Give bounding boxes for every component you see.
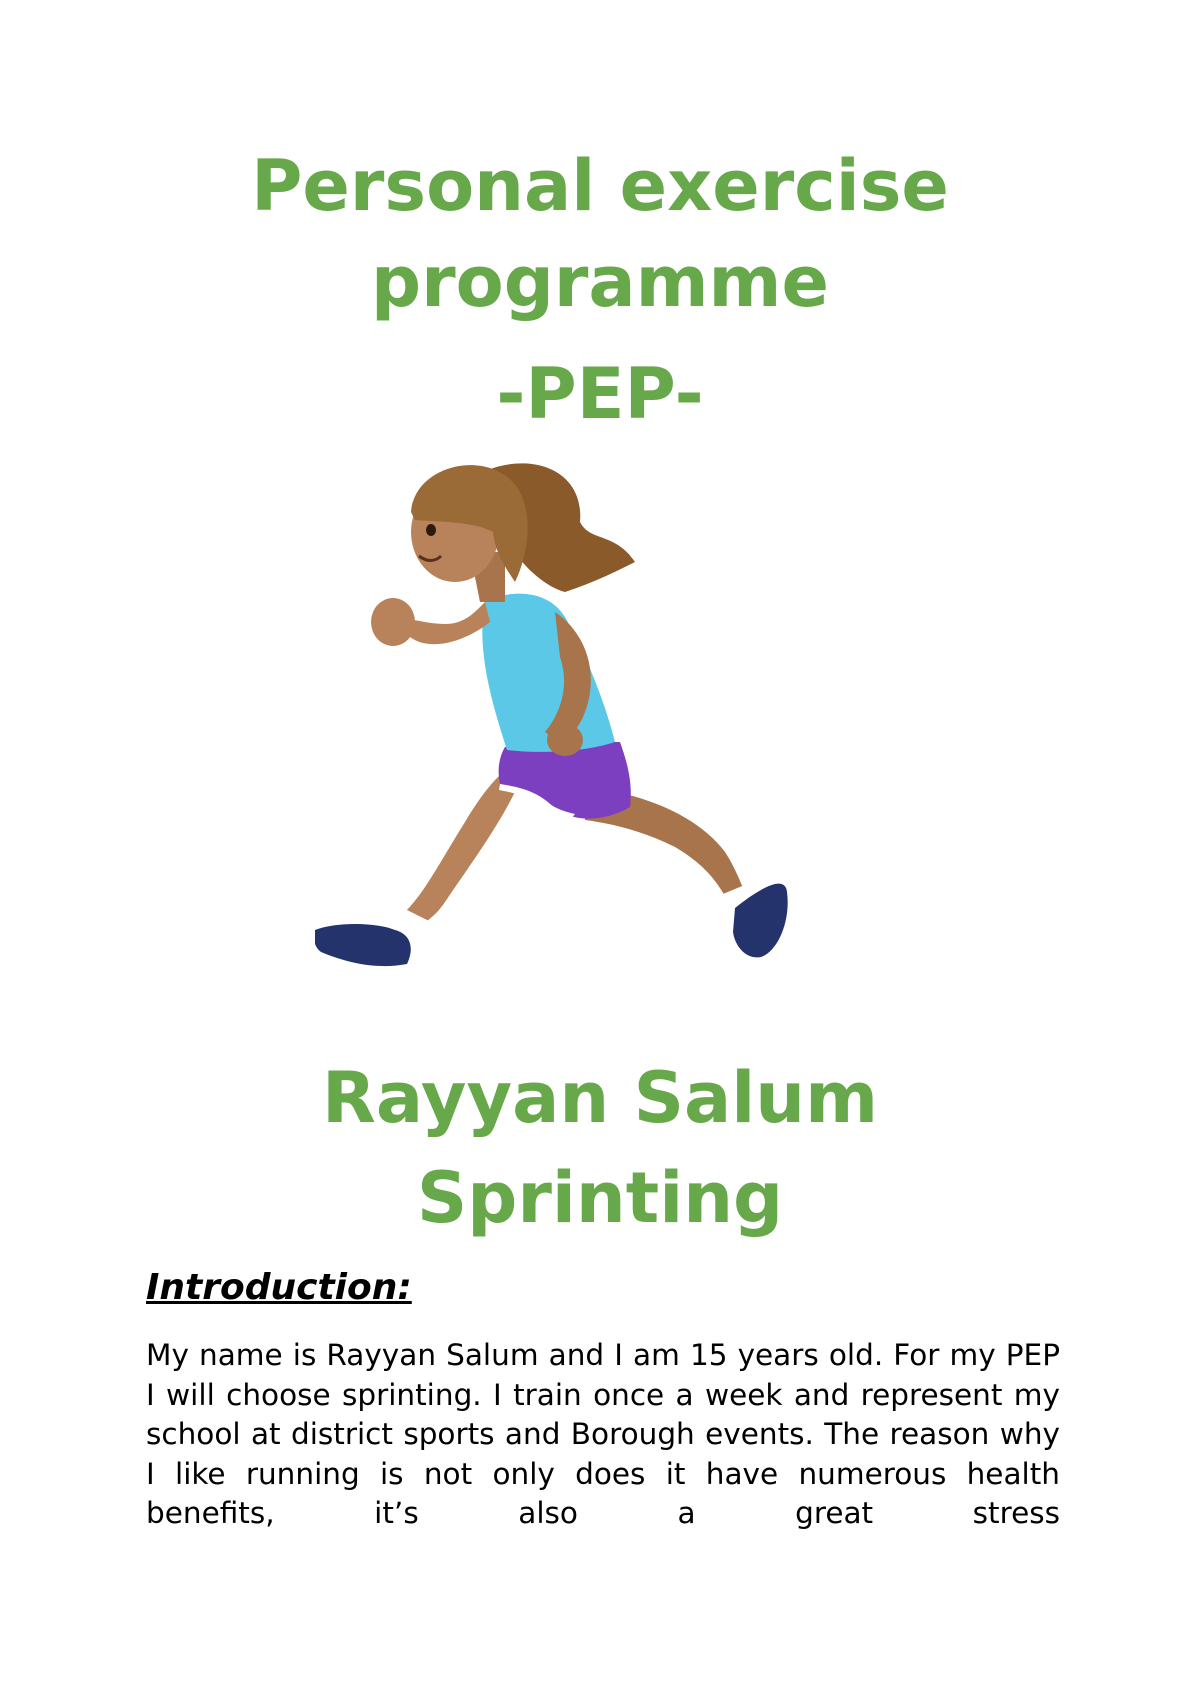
fist-front [371,598,415,646]
sport-title: Sprinting [416,1157,784,1239]
title-line-3: -PEP- [496,353,704,435]
title-line-1: Personal exercise [251,145,949,227]
fist-back [547,724,583,756]
author-name: Rayyan Salum [321,1057,879,1139]
woman-running-icon [315,452,855,1032]
introduction-paragraph: My name is Rayyan Salum and I am 15 years old. For my PEP I will choose sprinting. I train once a week and represent my school at district sports and Borough events. The reason why I like running is not only does it have numerous health benefits, it’s also a great stress [146,1338,1060,1530]
title-line-2: programme [371,241,829,323]
introduction-heading: Introduction: [146,1267,412,1308]
back-leg [405,767,515,930]
